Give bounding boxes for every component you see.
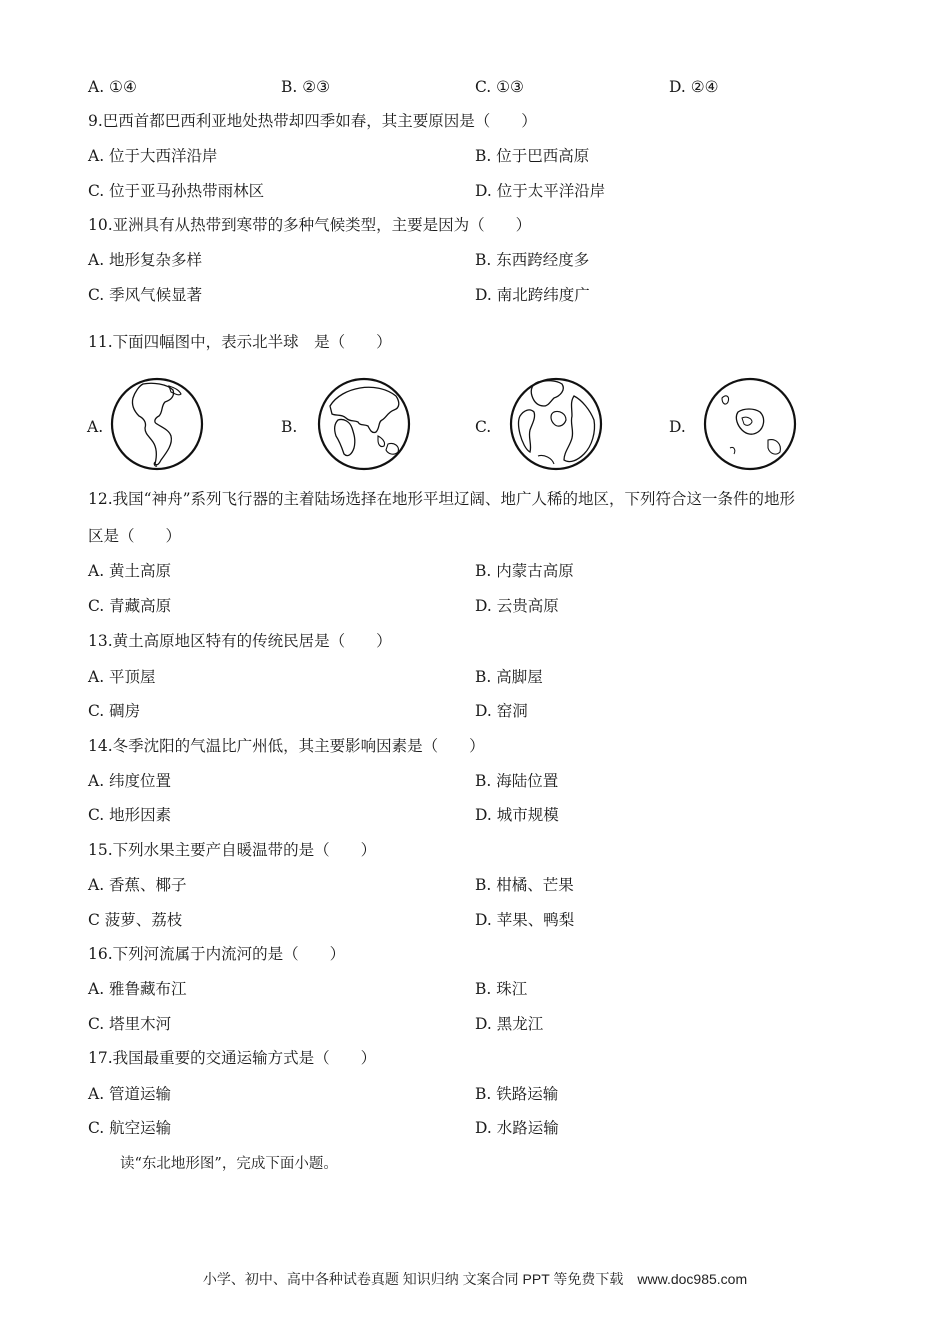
q13-option-a: A. 平顶屋	[88, 668, 156, 686]
q12-option-c: C. 青藏高原	[88, 597, 172, 615]
globe-north-pole-icon	[508, 376, 604, 472]
q17-option-a: A. 管道运输	[88, 1085, 172, 1103]
q15-option-d: D. 苹果、鸭梨	[475, 911, 575, 929]
q11-stem: 11.下面四幅图中，表示北半球 是（ ）	[88, 333, 392, 351]
q8-option-c: C. ①③	[475, 78, 524, 96]
q16-option-c: C. 塔里木河	[88, 1015, 172, 1033]
q8-option-b: B. ②③	[281, 78, 331, 96]
q9-option-b: B. 位于巴西高原	[475, 147, 590, 165]
q16-stem: 16.下列河流属于内流河的是（ ）	[88, 945, 346, 963]
q17-stem: 17.我国最重要的交通运输方式是（ ）	[88, 1049, 377, 1067]
globe-americas-icon	[109, 376, 205, 472]
q16-option-d: D. 黑龙江	[475, 1015, 544, 1033]
q16-option-a: A. 雅鲁藏布江	[88, 980, 187, 998]
q12-option-b: B. 内蒙古高原	[475, 562, 574, 580]
q13-option-d: D. 窑洞	[475, 702, 528, 720]
q16-option-b: B. 珠江	[475, 980, 528, 998]
q14-option-c: C. 地形因素	[88, 806, 172, 824]
q10-option-c: C. 季风气候显著	[88, 286, 203, 304]
q13-option-b: B. 高脚屋	[475, 668, 543, 686]
q9-option-c: C. 位于亚马孙热带雨林区	[88, 182, 265, 200]
q14-stem: 14.冬季沈阳的气温比广州低，其主要影响因素是（ ）	[88, 737, 485, 755]
q17-option-c: C. 航空运输	[88, 1119, 172, 1137]
q10-option-d: D. 南北跨纬度广	[475, 286, 590, 304]
q10-stem: 10.亚洲具有从热带到寒带的多种气候类型，主要是因为（ ）	[88, 216, 532, 234]
globe-eurasia-africa-icon	[316, 376, 412, 472]
q12-stem-line2: 区是（ ）	[88, 527, 182, 545]
q9-stem: 9.巴西首都巴西利亚地处热带却四季如春，其主要原因是（ ）	[88, 112, 537, 130]
q14-option-b: B. 海陆位置	[475, 772, 559, 790]
q12-stem-line1: 12.我国“神舟”系列飞行器的主着陆场选择在地形平坦辽阔、地广人稀的地区，下列符合这一条件的地形	[88, 490, 796, 508]
q10-option-a: A. 地形复杂多样	[88, 251, 203, 269]
q14-option-d: D. 城市规模	[475, 806, 559, 824]
q10-option-b: B. 东西跨经度多	[475, 251, 590, 269]
q17-option-b: B. 铁路运输	[475, 1085, 559, 1103]
q14-option-a: A. 纬度位置	[88, 772, 172, 790]
q17-option-d: D. 水路运输	[475, 1119, 559, 1137]
q8-option-a: A. ①④	[88, 78, 137, 96]
reading-prompt: 读“东北地形图”，完成下面小题。	[120, 1156, 338, 1172]
q11-option-d: D.	[669, 418, 686, 436]
q15-option-c: C 菠萝、荔枝	[88, 911, 183, 929]
q13-option-c: C. 碉房	[88, 702, 141, 720]
globe-south-pole-icon	[702, 376, 798, 472]
q11-option-b: B.	[281, 418, 298, 436]
q12-option-a: A. 黄土高原	[88, 562, 172, 580]
q9-option-a: A. 位于大西洋沿岸	[88, 147, 218, 165]
q9-option-d: D. 位于太平洋沿岸	[475, 182, 606, 200]
q11-option-c: C.	[475, 418, 492, 436]
q15-stem: 15.下列水果主要产自暖温带的是（ ）	[88, 841, 377, 859]
page-footer: 小学、初中、高中各种试卷真题 知识归纳 文案合同 PPT 等免费下载 www.doc985.com	[202, 1271, 748, 1287]
q13-stem: 13.黄土高原地区特有的传统民居是（ ）	[88, 632, 392, 650]
q15-option-a: A. 香蕉、椰子	[88, 876, 187, 894]
q15-option-b: B. 柑橘、芒果	[475, 876, 574, 894]
q8-option-d: D. ②④	[669, 78, 719, 96]
q12-option-d: D. 云贵高原	[475, 597, 559, 615]
q11-option-a: A.	[87, 418, 104, 436]
